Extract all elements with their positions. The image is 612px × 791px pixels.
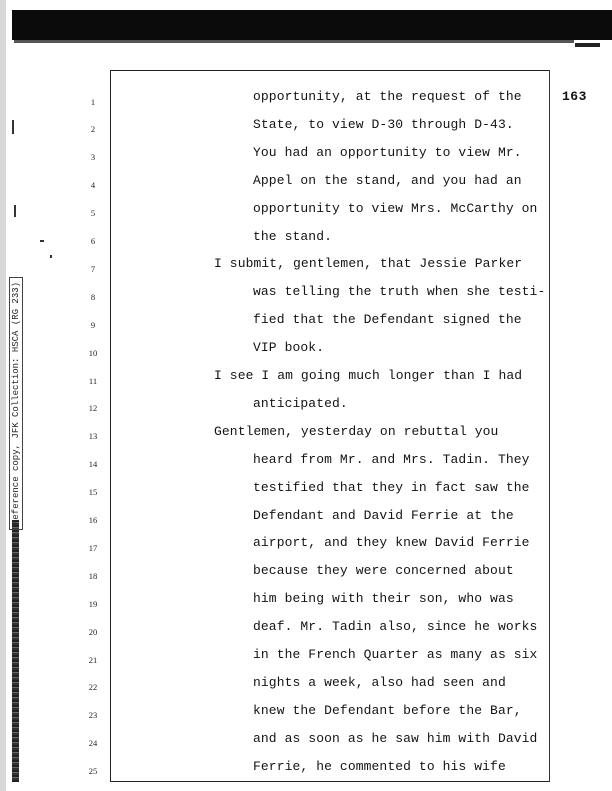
- line-number: 13: [88, 431, 98, 442]
- line-text: in the French Quarter as many as six: [253, 647, 538, 662]
- line-text: heard from Mr. and Mrs. Tadin. They: [253, 451, 530, 467]
- line-number: 24: [88, 738, 98, 749]
- archive-stamp: [9, 277, 23, 530]
- line-text: State, to view D-30 through D-43.: [253, 116, 514, 132]
- line-number: 14: [88, 459, 98, 470]
- line-text: nights a week, also had seen and: [253, 674, 506, 690]
- line-text: was telling the truth when she testi-: [253, 284, 546, 300]
- line-number: 18: [88, 570, 98, 581]
- line-number: 7: [90, 263, 96, 274]
- scan-binding-streak: [12, 520, 19, 782]
- archive-stamp-text: Reference copy, JFK Collection: HSCA (RG 233): [11, 281, 21, 525]
- line-number: 20: [88, 626, 98, 637]
- line-text: Defendant and David Ferrie at the: [253, 507, 514, 523]
- line-text: Ferrie, he commented to his wife: [253, 758, 506, 774]
- line-number: 21: [88, 654, 98, 665]
- right-margin-rule: [549, 70, 551, 782]
- line-text: deaf. Mr. Tadin also, since he works: [253, 619, 538, 635]
- scan-speck: [50, 255, 52, 258]
- line-text: airport, and they knew David Ferrie: [253, 535, 530, 551]
- line-text: and as soon as he saw him with David: [253, 730, 538, 746]
- line-number: 8: [90, 291, 96, 302]
- line-number: 2: [90, 124, 96, 135]
- line-number: 4: [90, 180, 96, 191]
- scan-speck: [12, 120, 14, 134]
- line-text: You had an opportunity to view Mr.: [253, 144, 522, 160]
- line-number: 23: [88, 710, 98, 721]
- line-text: knew the Defendant before the Bar,: [253, 702, 522, 718]
- scan-speck: [40, 240, 44, 242]
- line-text: Appel on the stand, and you had an: [253, 172, 522, 188]
- line-number: 19: [88, 598, 98, 609]
- line-text: opportunity to view Mrs. McCarthy on: [253, 200, 538, 216]
- line-text: VIP book.: [253, 340, 325, 356]
- line-text: fied that the Defendant signed the: [253, 312, 522, 328]
- line-number: 22: [88, 682, 98, 693]
- line-number: 17: [88, 542, 98, 553]
- scan-top-shadow: [14, 40, 574, 43]
- line-text: I see I am going much longer than I had: [214, 368, 523, 383]
- line-number: 1: [90, 96, 96, 107]
- line-text: because they were concerned about: [253, 563, 514, 579]
- line-text: testified that they in fact saw the: [253, 479, 530, 495]
- line-number: 3: [90, 152, 96, 163]
- line-number: 10: [88, 347, 98, 358]
- line-text: him being with their son, who was: [253, 591, 514, 607]
- line-number: 5: [90, 208, 96, 219]
- scan-speck: [14, 205, 16, 217]
- page-number: 163: [562, 89, 587, 104]
- line-number: 11: [88, 375, 98, 386]
- line-number: 15: [88, 487, 98, 498]
- line-number: 16: [88, 515, 98, 525]
- line-text: opportunity, at the request of the: [253, 89, 522, 104]
- line-text: Gentlemen, yesterday on rebuttal you: [214, 423, 499, 439]
- line-text: anticipated.: [253, 395, 348, 411]
- scan-top-bar: [12, 10, 612, 40]
- scan-left-edge: [0, 0, 6, 791]
- line-number: 25: [88, 766, 98, 777]
- line-number: 12: [88, 403, 98, 414]
- scan-corner-mark: [575, 43, 600, 47]
- line-text: the stand.: [253, 228, 333, 244]
- line-number: 9: [90, 319, 96, 330]
- line-number: 6: [90, 236, 96, 246]
- line-text: I submit, gentlemen, that Jessie Parker: [214, 256, 523, 272]
